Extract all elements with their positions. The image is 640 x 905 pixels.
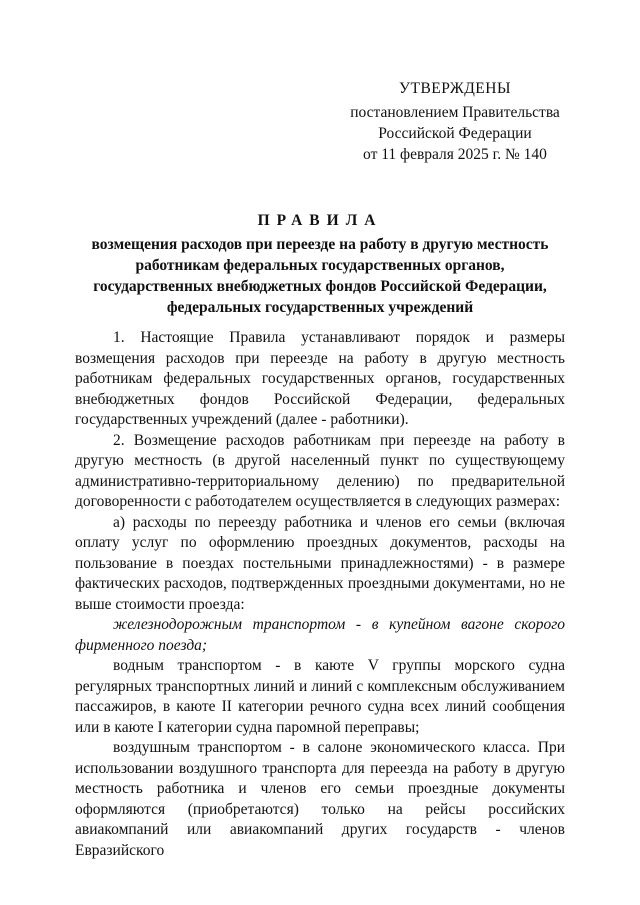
- approval-date: от 11 февраля 2025 г. № 140: [363, 146, 547, 163]
- paragraph: 2. Возмещение расходов работникам при переезде на работу в другую местность (в другой населенный пункт по существующему административно-территориальному делению) по предварительной договоренности с работодателем осуществляется в следующих размерах:: [75, 431, 565, 510]
- paragraph: воздушным транспортом - в салоне экономического класса. При использовании воздушного транспорта для переезда на работу в другую местность работника и членов его семьи проездные документы оформляются (приобретаются) только на рейсы российских авиакомпаний или авиакомпаний других государств - членов Евразийского: [75, 739, 565, 859]
- approval-block: [330, 78, 580, 165]
- paragraph: 1. Настоящие Правила устанавливают порядок и размеры возмещения расходов при переезде на работу в другую местность работникам федеральных государственных органов, государственных внебюджетных фондов Российской Федерации, федеральных государственных учреждений (далее - работники).: [75, 329, 565, 428]
- document-body: [75, 328, 565, 861]
- paragraph: а) расходы по переезду работника и членов его семьи (включая оплату услуг по оформлению проездных документов, расходы на пользование в поездах постельными принадлежностями) - в размере фактических расходов, подтвержденных проездными документами, но не выше стоимости проезда:: [75, 513, 565, 613]
- paragraph: водным транспортом - в каюте V группы морского судна регулярных транспортных линий и линий с комплексным обслуживанием пассажиров, в каюте II категории речного судна всех линий сообщения или в каюте I категории судна паромной переправы;: [75, 657, 565, 736]
- paragraph: железнодорожным транспортом - в купейном вагоне скорого фирменного поезда;: [75, 616, 565, 654]
- approval-line: Российской Федерации: [378, 125, 532, 142]
- document-subtitle: [60, 234, 580, 318]
- document-title: ПРАВИЛА: [257, 212, 383, 229]
- subtitle-line: федеральных государственных учреждений: [166, 299, 474, 316]
- subtitle-line: возмещения расходов при переезде на работу в другую местность: [91, 236, 549, 253]
- subtitle-line: работникам федеральных государственных органов,: [135, 257, 505, 274]
- approval-line: постановлением Правительства: [350, 104, 560, 121]
- approval-heading: УТВЕРЖДЕНЫ: [399, 80, 511, 97]
- subtitle-line: государственных внебюджетных фондов Российской Федерации,: [93, 278, 547, 295]
